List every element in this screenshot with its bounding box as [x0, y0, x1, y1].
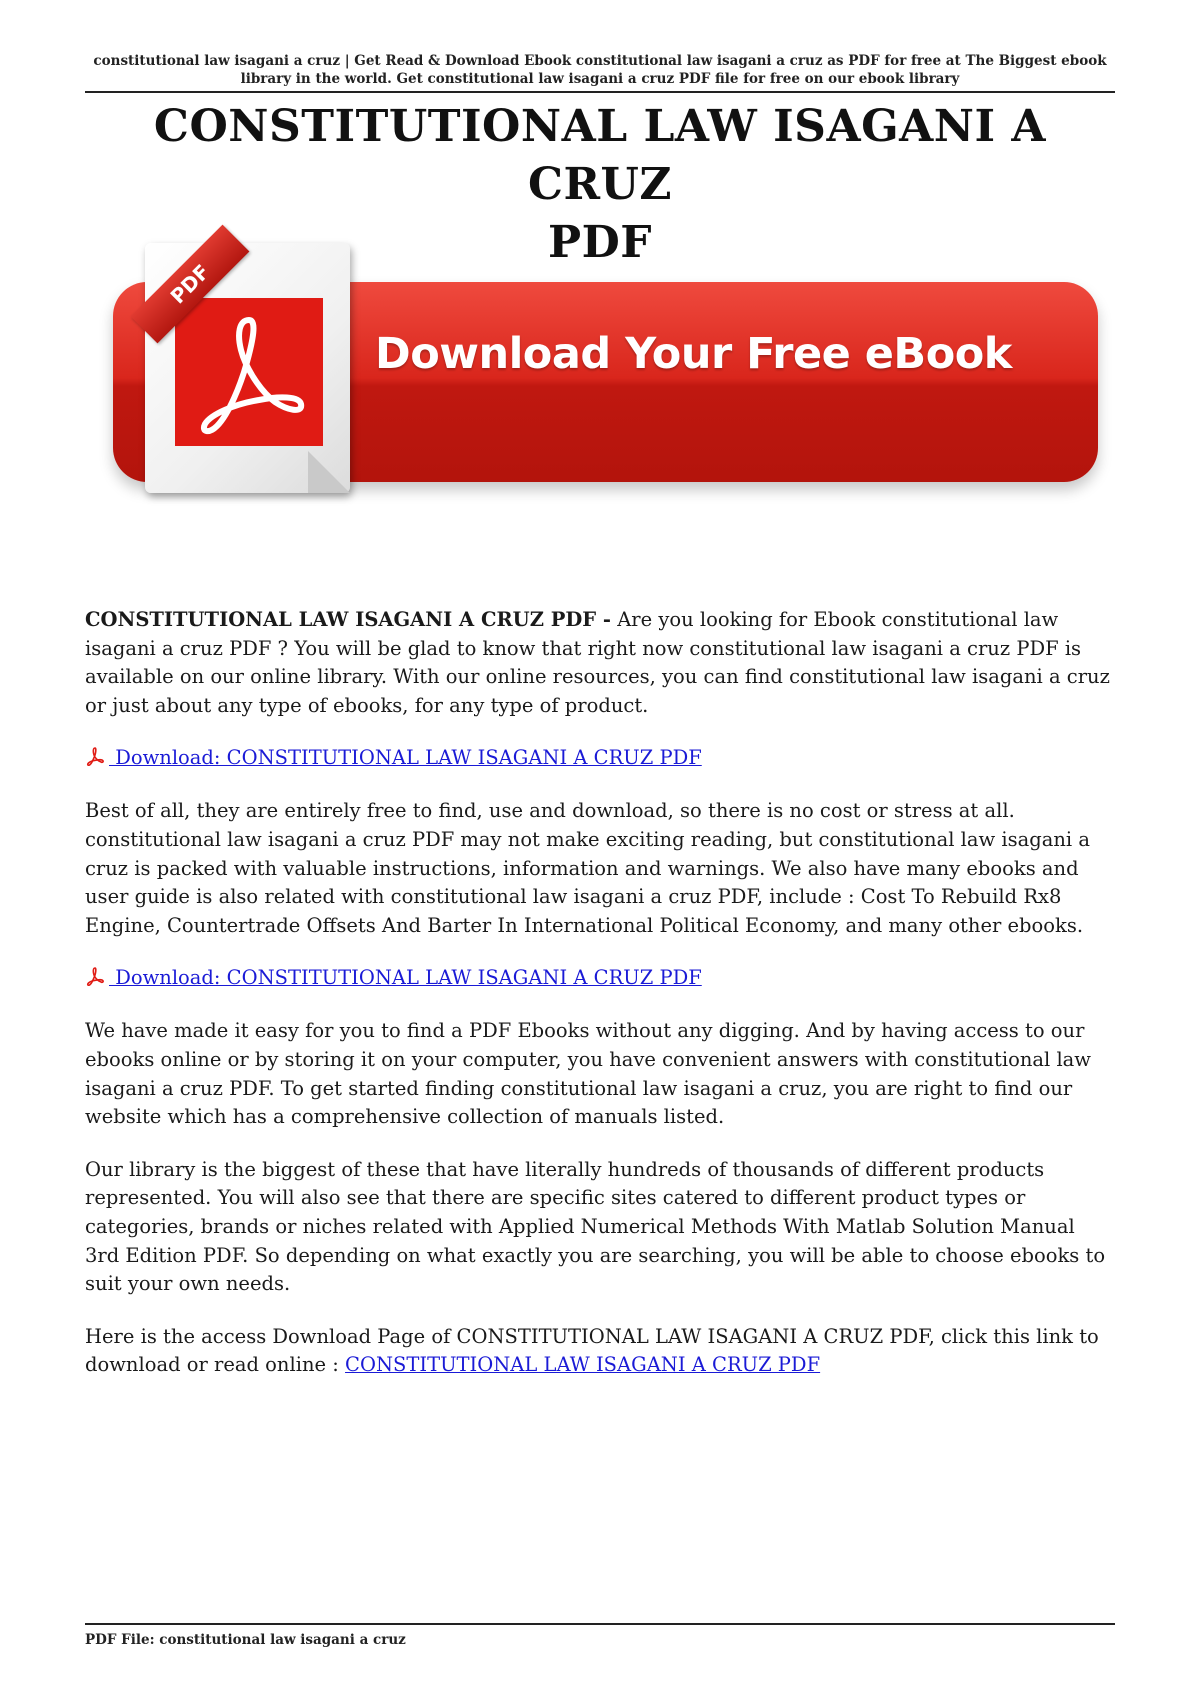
download-banner-label[interactable]: Download Your Free eBook	[375, 329, 1012, 379]
acrobat-icon	[175, 298, 323, 446]
document-page	[85, 0, 1115, 1696]
page-curl	[308, 451, 350, 493]
paragraph-4: Our library is the biggest of these that have literally hundreds of thousands of different products represented. You will also see that there are specific sites catered to different product types or categories, brands or niches related with Applied Numerical Methods With Matlab Solution Manual 3rd Edition PDF. So depending on what exactly you are searching, you will be able to choose ebooks to suit your own needs.	[85, 1157, 1106, 1296]
download-link-2[interactable]: Download: CONSTITUTIONAL LAW ISAGANI A CRUZ PDF	[109, 966, 702, 990]
paragraph-2: Best of all, they are entirely free to find, use and download, so there is no cost or stress at all. constitutional law isagani a cruz PDF may not make exciting reading, but constitutional law isagani a cruz is packed with valuable instructions, information and warnings. We also have many ebooks and user guide is also related with constitutional law isagani a cruz PDF, include : Cost To Rebuild Rx8 Engine, Countertrade Offsets And Barter In International Political Economy, and many other ebooks.	[85, 799, 1090, 937]
page-footer: PDF File: constitutional law isagani a cruz	[85, 1632, 406, 1648]
paragraph-3: We have made it easy for you to find a PDF Ebooks without any digging. And by having access to our ebooks online or by storing it on your computer, you have convenient answers with constitutional law isagani a cruz PDF. To get started finding constitutional law isagani a cruz, you are right to find our website which has a comprehensive collection of manuals listed.	[85, 1019, 1091, 1129]
download-link-3[interactable]: CONSTITUTIONAL LAW ISAGANI A CRUZ PDF	[345, 1353, 821, 1377]
title-line-1: CONSTITUTIONAL LAW ISAGANI A CRUZ	[153, 101, 1047, 210]
download-line-1	[85, 744, 1115, 773]
pdf-small-icon	[85, 966, 105, 986]
header-line-2: library in the world. Get constitutional law isagani a cruz PDF file for free on our ebook library	[240, 71, 960, 87]
acrobat-logo-tile	[175, 298, 323, 446]
paragraph-5-text: Here is the access Download Page of CONSTITUTIONAL LAW ISAGANI A CRUZ PDF, click this link to download or read online :	[85, 1324, 1099, 1377]
intro-text: Are you looking for Ebook constitutional law isagani a cruz PDF ? You will be glad to know that right now constitutional law isagani a cruz PDF is available on our online library. With our online resources, you can find constitutional law isagani a cruz or just about any type of ebooks, for any type of product.	[85, 608, 1110, 717]
page-header	[85, 52, 1115, 88]
intro-bold-lead: CONSTITUTIONAL LAW ISAGANI A CRUZ PDF -	[85, 608, 612, 631]
intro-paragraph	[85, 606, 1115, 720]
header-divider	[85, 91, 1115, 93]
paragraph-5	[85, 1323, 1115, 1380]
pdf-ribbon: PDF	[131, 225, 250, 344]
header-line-1: constitutional law isagani a cruz | Get Read & Download Ebook constitutional law isagani a cruz as PDF for free at The Biggest ebook	[93, 53, 1107, 69]
document-body	[85, 606, 1115, 1404]
download-link-1[interactable]: Download: CONSTITUTIONAL LAW ISAGANI A CRUZ PDF	[109, 746, 702, 770]
title-line-2: PDF	[548, 217, 652, 268]
pdf-small-icon	[85, 746, 105, 766]
download-line-2	[85, 964, 1115, 993]
footer-divider	[85, 1623, 1115, 1625]
download-banner[interactable]	[85, 238, 1115, 523]
pdf-document-icon	[145, 243, 365, 493]
